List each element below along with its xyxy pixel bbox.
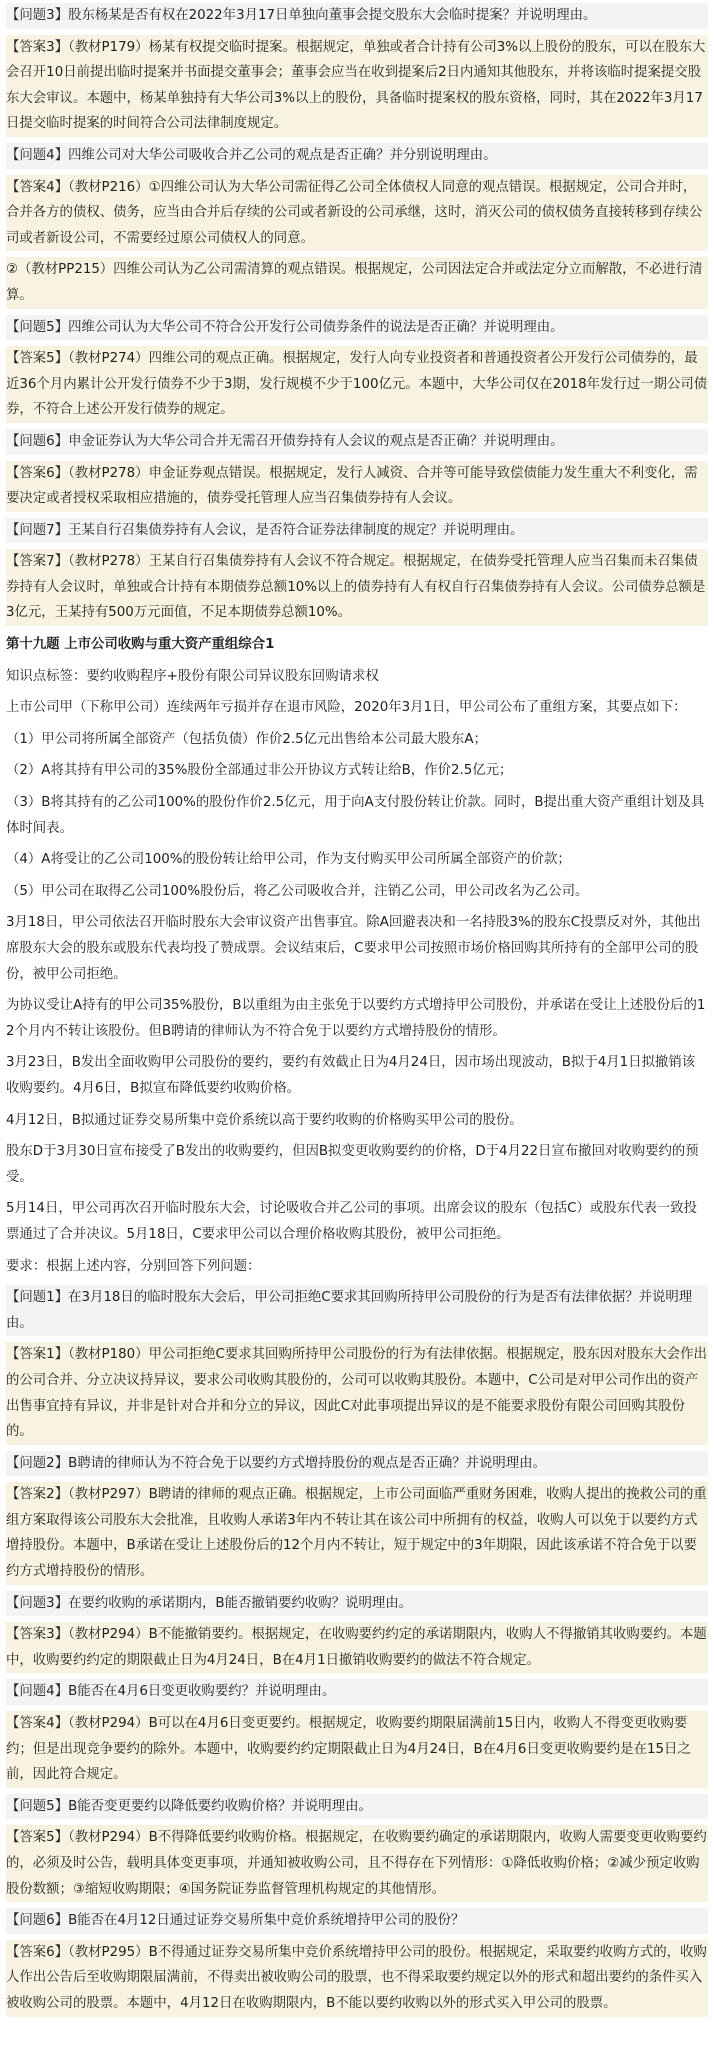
- question-paragraph: 【问题2】B聘请的律师认为不符合免于以要约方式增持股份的观点是否正确？并说明理由。: [6, 1451, 708, 1477]
- question-paragraph: 【问题5】四维公司认为大华公司不符合公开发行公司债券条件的说法是否正确？并说明理由。: [6, 315, 708, 341]
- answer-paragraph: 【答案7】（教材P278）王某自行召集债券持有人会议不符合规定。根据规定，在债券受托管理人应当召集而未召集债券持有人会议时，单独或合计持有本期债券总额10%以上的债券持有人有权自行召集债券持有人会议。公司债券总额是3亿元，王某持有500万元面值，不足本期债券总额10%。: [6, 549, 708, 626]
- body-paragraph: 为协议受让A持有的甲公司35%股份，B以重组为由主张免于以要约方式增持甲公司股份，并承诺在受让上述股份后的12个月内不转让该股份。但B聘请的律师认为不符合免于以要约方式增持股份的情形。: [6, 993, 708, 1044]
- question-paragraph: 【问题1】在3月18日的临时股东大会后，甲公司拒绝C要求其回购所持甲公司股份的行为是否有法律依据？并说明理由。: [6, 1285, 708, 1336]
- question-paragraph: 【问题4】四维公司对大华公司吸收合并乙公司的观点是否正确？并分别说明理由。: [6, 143, 708, 169]
- answer-paragraph: 【答案1】（教材P180）甲公司拒绝C要求其回购所持甲公司股份的行为有法律依据。根据规定，股东因对股东大会作出的公司合并、分立决议持异议，要求公司收购其股份的，公司可以收购其股份。本题中，C公司是对甲公司作出的资产出售事宜持有异议，并非是针对合并和分立的异议，因此C对此事项提出异议的是不能要求股份有限公司回购其股份的。: [6, 1342, 708, 1444]
- answer-paragraph: 【答案5】（教材P274）四维公司的观点正确。根据规定，发行人向专业投资者和普通投资者公开发行公司债券的，最近36个月内累计公开发行债券不少于3期，发行规模不少于100亿元。本题中，大华公司仅在2018年发行过一期公司债券，不符合上述公开发行债券的规定。: [6, 346, 708, 423]
- answer-paragraph: 【答案6】（教材P278）申金证券观点错误。根据规定，发行人减资、合并等可能导致偿债能力发生重大不利变化，需要决定或者授权采取相应措施的，债券受托管理人应当召集债券持有人会议。: [6, 461, 708, 512]
- body-paragraph: 要求：根据上述内容，分别回答下列问题：: [6, 1254, 708, 1280]
- answer-paragraph: 【答案3】（教材P179）杨某有权提交临时提案。根据规定，单独或者合计持有公司3%以上股份的股东，可以在股东大会召开10日前提出临时提案并书面提交董事会；董事会应当在收到提案后2日内通知其他股东，并将该临时提案提交股东大会审议。本题中，杨某单独持有大华公司3%以上的股份，具备临时提案权的股东资格，同时，其在2022年3月17日提交临时提案的时间符合公司法律制度规定。: [6, 35, 708, 137]
- question-paragraph: 【问题6】申金证券认为大华公司合并无需召开债券持有人会议的观点是否正确？并说明理由。: [6, 429, 708, 455]
- question-paragraph: 【问题5】B能否变更要约以降低要约收购价格？并说明理由。: [6, 1794, 708, 1820]
- body-paragraph: 上市公司甲（下称甲公司）连续两年亏损并存在退市风险，2020年3月1日，甲公司公布了重组方案，其要点如下：: [6, 695, 708, 721]
- body-paragraph: （5）甲公司在取得乙公司100%股份后，将乙公司吸收合并，注销乙公司，甲公司改名为乙公司。: [6, 879, 708, 905]
- body-paragraph: （2）A将其持有甲公司的35%股份全部通过非公开协议方式转让给B，作价2.5亿元；: [6, 758, 708, 784]
- section-heading: 第十九题 上市公司收购与重大资产重组综合1: [6, 637, 275, 653]
- body-paragraph: 3月18日，甲公司依法召开临时股东大会审议资产出售事宜。除A回避表决和一名持股3%的股东C投票反对外，其他出席股东大会的股东或股东代表均投了赞成票。会议结束后，C要求甲公司按照市场价格回购其所持有的全部甲公司的股份，被甲公司拒绝。: [6, 910, 708, 987]
- body-paragraph: 4月12日，B拟通过证券交易所集中竞价系统以高于要约收购的价格购买甲公司的股份。: [6, 1108, 708, 1134]
- body-paragraph: 知识点标签：要约收购程序+股份有限公司异议股东回购请求权: [6, 664, 708, 690]
- question-paragraph: 【问题7】王某自行召集债券持有人会议，是否符合证券法律制度的规定？并说明理由。: [6, 518, 708, 544]
- body-paragraph: （1）甲公司将所属全部资产（包括负债）作价2.5亿元出售给本公司最大股东A；: [6, 727, 708, 753]
- body-paragraph: 3月23日，B发出全面收购甲公司股份的要约，要约有效截止日为4月24日，因市场出现波动，B拟于4月1日拟撤销该收购要约。4月6日，B拟宣布降低要约收购价格。: [6, 1050, 708, 1101]
- answer-paragraph: 【答案2】（教材P297）B聘请的律师的观点正确。根据规定，上市公司面临严重财务困难，收购人提出的挽救公司的重组方案取得该公司股东大会批准，且收购人承诺3年内不转让其在该公司中所拥有的权益，收购人可以免于以要约方式增持股份。本题中，B承诺在受让上述股份后的12个月内不转让，短于规定中的3年期限，因此该承诺不符合免于以要约方式增持股份的情形。: [6, 1482, 708, 1584]
- answer-paragraph: 【答案6】（教材P295）B不得通过证券交易所集中竞价系统增持甲公司的股份。根据规定，采取要约收购方式的，收购人作出公告后至收购期限届满前，不得卖出被收购公司的股票，也不得采取要约规定以外的形式和超出要约的条件买入被收购公司的股票。本题中，4月12日在收购期限内，B不能以要约收购以外的形式买入甲公司的股票。: [6, 1940, 708, 2017]
- body-paragraph: 股东D于3月30日宣布接受了B发出的收购要约，但因B拟变更收购要约的价格，D于4月22日宣布撤回对收购要约的预受。: [6, 1139, 708, 1190]
- body-paragraph: （4）A将受让的乙公司100%的股份转让给甲公司，作为支付购买甲公司所属全部资产的价款；: [6, 847, 708, 873]
- answer-paragraph: 【答案5】（教材P294）B不得降低要约收购价格。根据规定，在收购要约确定的承诺期限内，收购人需要变更收购要约的，必须及时公告，载明具体变更事项，并通知被收购公司，且不得存在下列情形：①降低收购价格；②减少预定收购股份数额；③缩短收购期限；④国务院证券监督管理机构规定的其他情形。: [6, 1825, 708, 1902]
- question-paragraph: 【问题6】B能否在4月12日通过证券交易所集中竞价系统增持甲公司的股份？: [6, 1908, 708, 1934]
- question-paragraph: 【问题3】股东杨某是否有权在2022年3月17日单独向董事会提交股东大会临时提案？并说明理由。: [6, 3, 708, 29]
- answer-paragraph: 【答案4】（教材P216）①四维公司认为大华公司需征得乙公司全体债权人同意的观点错误。根据规定，公司合并时，合并各方的债权、债务，应当由合并后存续的公司或者新设的公司承继，这时，消灭公司的债权债务直接转移到存续公司或者新设公司，不需要经过原公司债权人的同意。: [6, 175, 708, 252]
- answer-paragraph: ②（教材PP215）四维公司认为乙公司需清算的观点错误。根据规定，公司因法定合并或法定分立而解散，不必进行清算。: [6, 257, 708, 308]
- body-paragraph: （3）B将其持有的乙公司100%的股份作价2.5亿元，用于向A支付股份转让价款。同时，B提出重大资产重组计划及具体时间表。: [6, 790, 708, 841]
- question-paragraph: 【问题4】B能否在4月6日变更收购要约？并说明理由。: [6, 1679, 708, 1705]
- question-paragraph: 【问题3】在要约收购的承诺期内，B能否撤销要约收购？说明理由。: [6, 1591, 708, 1617]
- answer-paragraph: 【答案4】（教材P294）B可以在4月6日变更要约。根据规定，收购要约期限届满前15日内，收购人不得变更收购要约；但是出现竞争要约的除外。本题中，收购要约约定期限截止日为4月24日，B在4月6日变更收购要约是在15日之前，因此符合规定。: [6, 1711, 708, 1788]
- answer-paragraph: 【答案3】（教材P294）B不能撤销要约。根据规定，在收购要约约定的承诺期限内，收购人不得撤销其收购要约。本题中，收购要约约定的期限截止日为4月24日，B在4月1日撤销收购要约的做法不符合规定。: [6, 1622, 708, 1673]
- body-paragraph: 5月14日，甲公司再次召开临时股东大会，讨论吸收合并乙公司的事项。出席会议的股东（包括C）或股东代表一致投票通过了合并决议。5月18日，C要求甲公司以合理价格收购其股份，被甲公司拒绝。: [6, 1196, 708, 1247]
